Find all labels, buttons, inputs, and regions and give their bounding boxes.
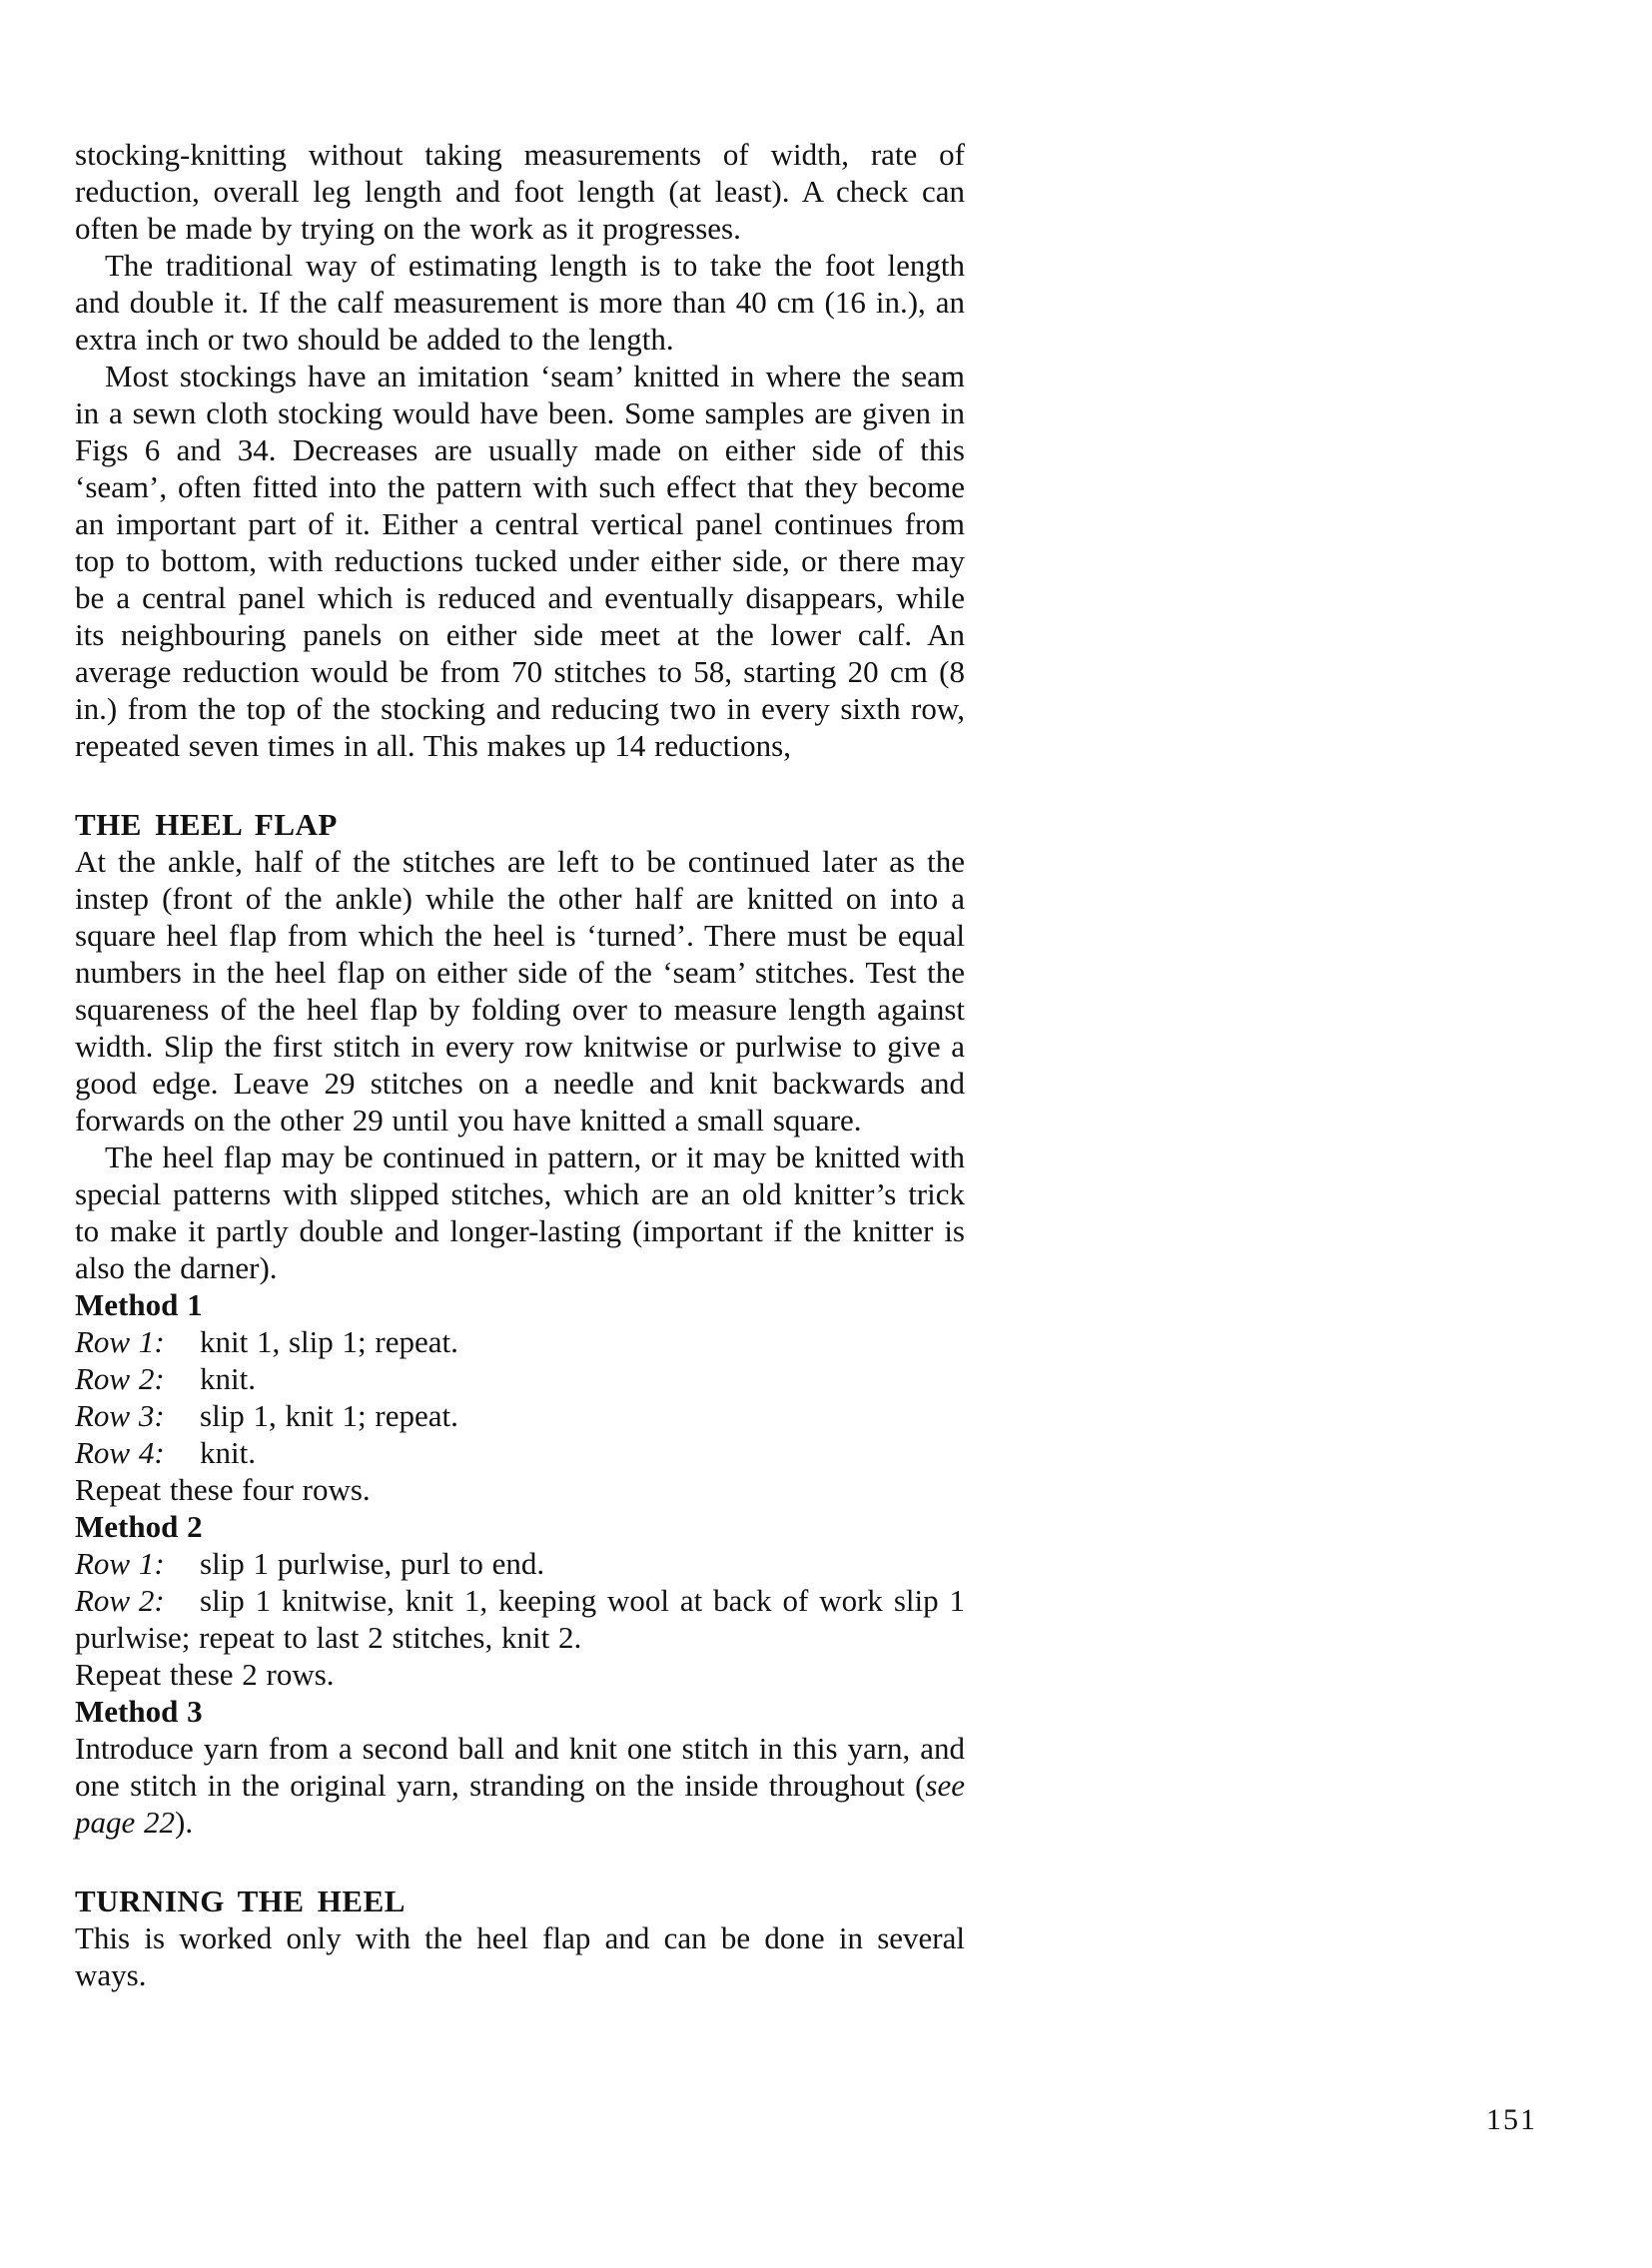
heel-flap-paragraph-2: The heel flap may be continued in pattern, or it may be knitted with special patterns with slipped stitches, which are an old knitter’s trick to make it partly double and longer-lasting (important if the knitter is also the darner). [75,1139,965,1285]
row-label: Row 1: [75,1324,165,1359]
method-3-page-reference: see page 22 [75,1768,965,1840]
row-instruction: knit 1, slip 1; repeat. [200,1324,458,1359]
method-2-row-2 [75,1582,965,1656]
method-2-footer: Repeat these 2 rows. [75,1657,335,1692]
page-number: 151 [1486,2103,1537,2136]
method-1-row-4 [75,1434,965,1471]
row-label: Row 4: [75,1435,165,1470]
method-2-row-1 [75,1545,965,1582]
method-1-row-3 [75,1397,965,1434]
method-3-body [75,1730,965,1841]
row-instruction: knit. [200,1361,256,1396]
row-label: Row 3: [75,1398,165,1433]
method-3-text: Introduce yarn from a second ball and knit one stitch in this yarn, and one stitch in the original yarn, stranding on the inside throughout ( [75,1731,965,1803]
section-heading-turning-the-heel: TURNING THE HEEL [75,1884,406,1918]
method-3-heading: Method 3 [75,1694,203,1729]
text-column [75,136,965,1993]
row-label: Row 1: [75,1546,165,1581]
method-3-text-end: ). [175,1805,194,1840]
row-instruction: slip 1 knitwise, knit 1, keeping wool at back of work slip 1 purlwise; repeat to last 2 stitches, knit 2. [75,1583,965,1655]
row-instruction: slip 1 purlwise, purl to end. [200,1546,545,1581]
row-label: Row 2: [75,1583,165,1618]
section-heading-heel-flap: THE HEEL FLAP [75,807,338,842]
method-1-footer: Repeat these four rows. [75,1472,371,1507]
intro-paragraph-continuation: stocking-knitting without taking measurements of width, rate of reduction, overall leg length and foot length (at least). A check can often be made by trying on the work as it progresses. [75,137,965,246]
row-instruction: slip 1, knit 1; repeat. [200,1398,458,1433]
method-1-row-2 [75,1360,965,1397]
intro-paragraph-estimating-length: The traditional way of estimating length is to take the foot length and double it. If the calf measurement is more than 40 cm (16 in.), an extra inch or two should be added to the length. [75,248,965,357]
heel-flap-paragraph-1: At the ankle, half of the stitches are left to be continued later as the instep (front of the ankle) while the other half are knitted on into a square heel flap from which the heel is ‘turned’. There must be equal numbers in the heel flap on either side of the ‘seam’ stitches. Test the squareness of the heel flap by folding over to measure length against width. Slip the first stitch in every row knitwise or purlwise to give a good edge. Leave 29 stitches on a needle and knit backwards and forwards on the other 29 until you have knitted a small square. [75,844,965,1137]
method-1-row-1 [75,1323,965,1360]
intro-paragraph-seam-decreases: Most stockings have an imitation ‘seam’ knitted in where the seam in a sewn cloth stocking would have been. Some samples are given in Figs 6 and 34. Decreases are usually made on either side of this ‘seam’, often fitted into the pattern with such effect that they become an important part of it. Either a central vertical panel continues from top to bottom, with reductions tucked under either side, or there may be a central panel which is reduced and eventually disappears, while its neighbouring panels on either side meet at the lower calf. An average reduction would be from 70 stitches to 58, starting 20 cm (8 in.) from the top of the stocking and reducing two in every sixth row, repeated seven times in all. This makes up 14 reductions, [75,359,965,763]
method-2-heading: Method 2 [75,1509,203,1544]
method-1-heading: Method 1 [75,1287,203,1322]
row-label: Row 2: [75,1361,165,1396]
row-instruction: knit. [200,1435,256,1470]
turning-heel-paragraph: This is worked only with the heel flap and can be done in several ways. [75,1920,965,1992]
